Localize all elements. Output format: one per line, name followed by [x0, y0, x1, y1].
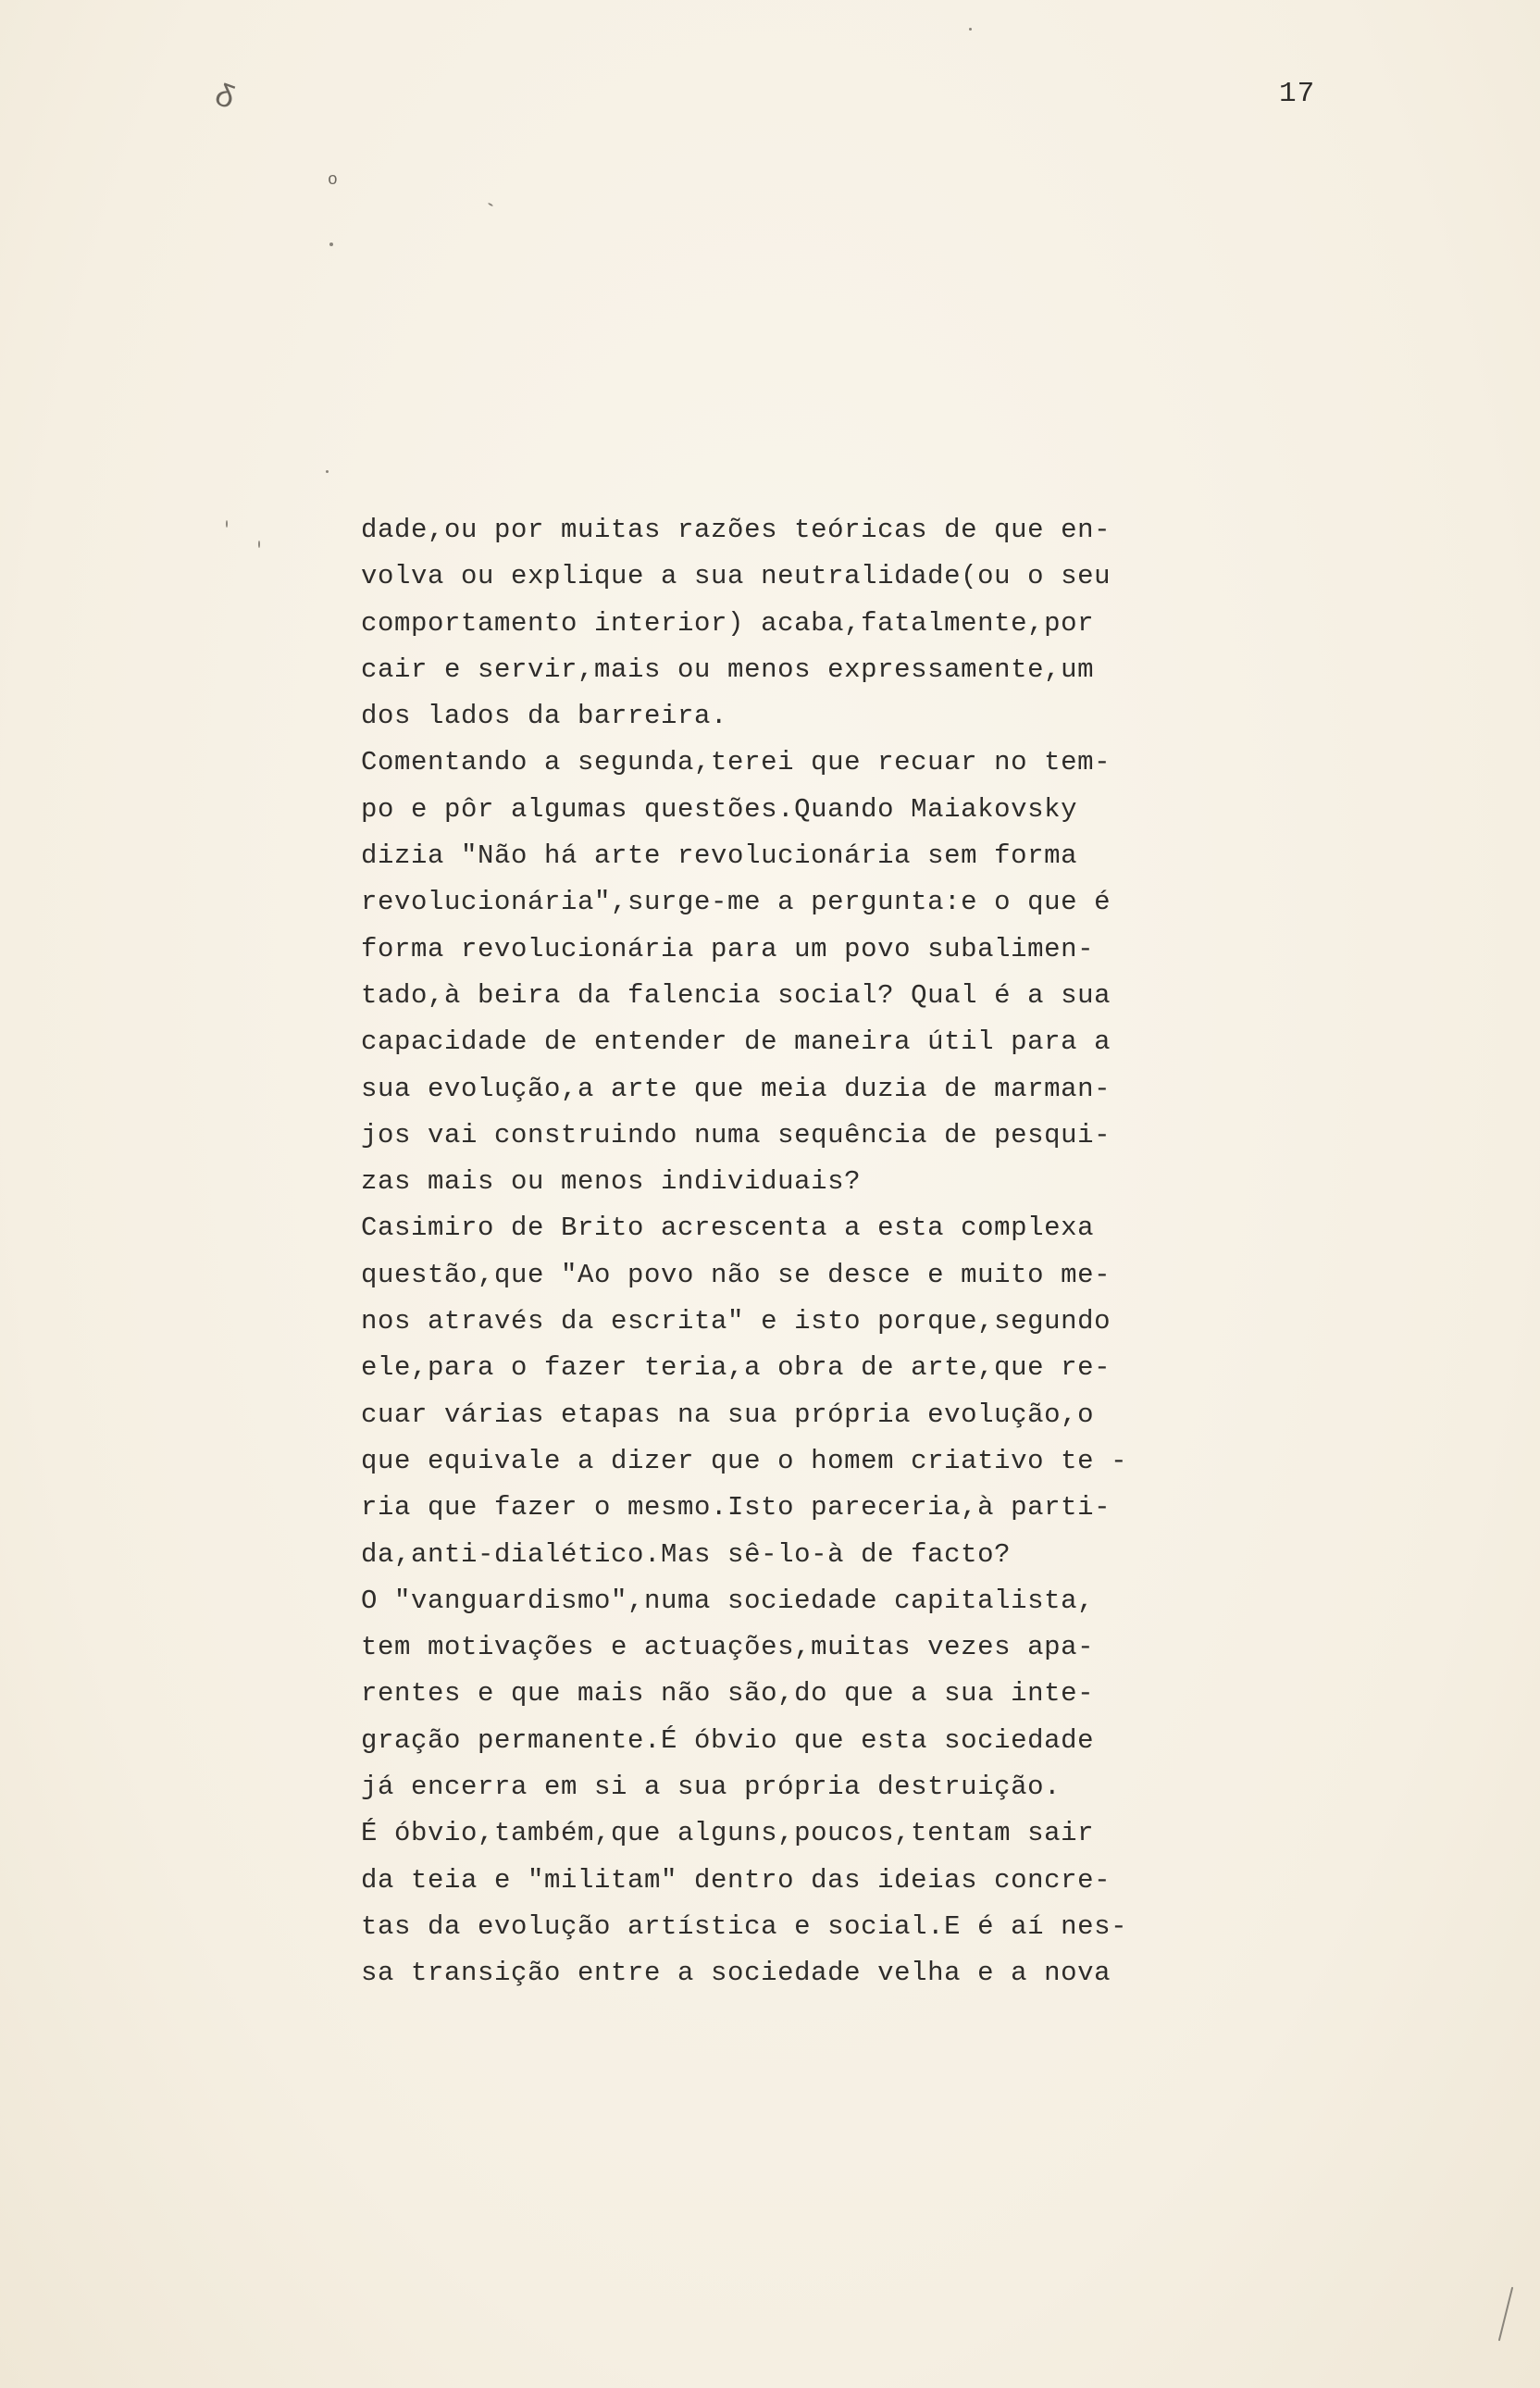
paper-speck	[226, 520, 228, 528]
body-text	[361, 507, 1212, 1997]
text-line: dos lados da barreira.	[361, 701, 728, 732]
text-line: cuar várias etapas na sua própria evolução,o	[361, 1399, 1095, 1430]
text-line: tas da evolução artística e social.E é aí nes-	[361, 1910, 1128, 1942]
text-line: sua evolução,a arte que meia duzia de marman-	[361, 1073, 1112, 1104]
text-line: questão,que "Ao povo não se desce e muito me-	[361, 1259, 1112, 1290]
text-line: dizia "Não há arte revolucionária sem forma	[361, 840, 1078, 872]
paper-speck	[329, 243, 333, 246]
text-line: ria que fazer o mesmo.Isto pareceria,à parti-	[361, 1492, 1112, 1524]
text-line: forma revolucionária para um povo subalimen-	[361, 933, 1095, 964]
paper-speck	[326, 470, 329, 473]
text-line: Comentando a segunda,terei que recuar no tem-	[361, 747, 1112, 778]
stray-mark: o	[328, 171, 338, 190]
paper-speck	[488, 203, 493, 207]
page-number: 17	[1279, 78, 1316, 110]
paper-speck	[258, 541, 260, 548]
text-line: É óbvio,também,que alguns,poucos,tentam sair	[361, 1818, 1095, 1849]
text-line: revolucionária",surge-me a pergunta:e o que é	[361, 887, 1112, 918]
text-line: O "vanguardismo",numa sociedade capitalista,	[361, 1585, 1095, 1616]
text-line: sa transição entre a sociedade velha e a nova	[361, 1958, 1112, 1989]
text-line: comportamento interior) acaba,fatalmente,por	[361, 607, 1095, 639]
text-line: Casimiro de Brito acrescenta a esta complexa	[361, 1213, 1095, 1244]
text-line: já encerra em si a sua própria destruição.	[361, 1772, 1062, 1803]
text-line: da,anti-dialético.Mas sê-lo-à de facto?	[361, 1538, 1012, 1570]
text-line: ele,para o fazer teria,a obra de arte,que re-	[361, 1352, 1112, 1384]
text-line: que equivale a dizer que o homem criativo te -	[361, 1445, 1128, 1476]
stray-mark: δ	[209, 79, 240, 119]
text-line: gração permanente.É óbvio que esta sociedade	[361, 1724, 1095, 1756]
text-line: volva ou explique a sua neutralidade(ou o seu	[361, 561, 1112, 592]
text-line: dade,ou por muitas razões teóricas de que en-	[361, 515, 1112, 545]
paper-speck	[969, 28, 972, 31]
paper-speck	[1498, 2287, 1513, 2342]
text-line: jos vai construindo numa sequência de pesqui-	[361, 1119, 1112, 1150]
text-line: po e pôr algumas questões.Quando Maiakovsky	[361, 793, 1078, 825]
text-line: tem motivações e actuações,muitas vezes apa-	[361, 1632, 1095, 1663]
text-line: nos através da escrita" e isto porque,segundo	[361, 1306, 1112, 1337]
text-line: da teia e "militam" dentro das ideias concre-	[361, 1864, 1112, 1896]
text-line: capacidade de entender de maneira útil para a	[361, 1026, 1112, 1058]
text-line: tado,à beira da falencia social? Qual é a sua	[361, 979, 1112, 1011]
text-line: zas mais ou menos individuais?	[361, 1166, 862, 1198]
text-line: rentes e que mais não são,do que a sua inte-	[361, 1678, 1095, 1710]
text-line: cair e servir,mais ou menos expressamente,um	[361, 653, 1095, 685]
